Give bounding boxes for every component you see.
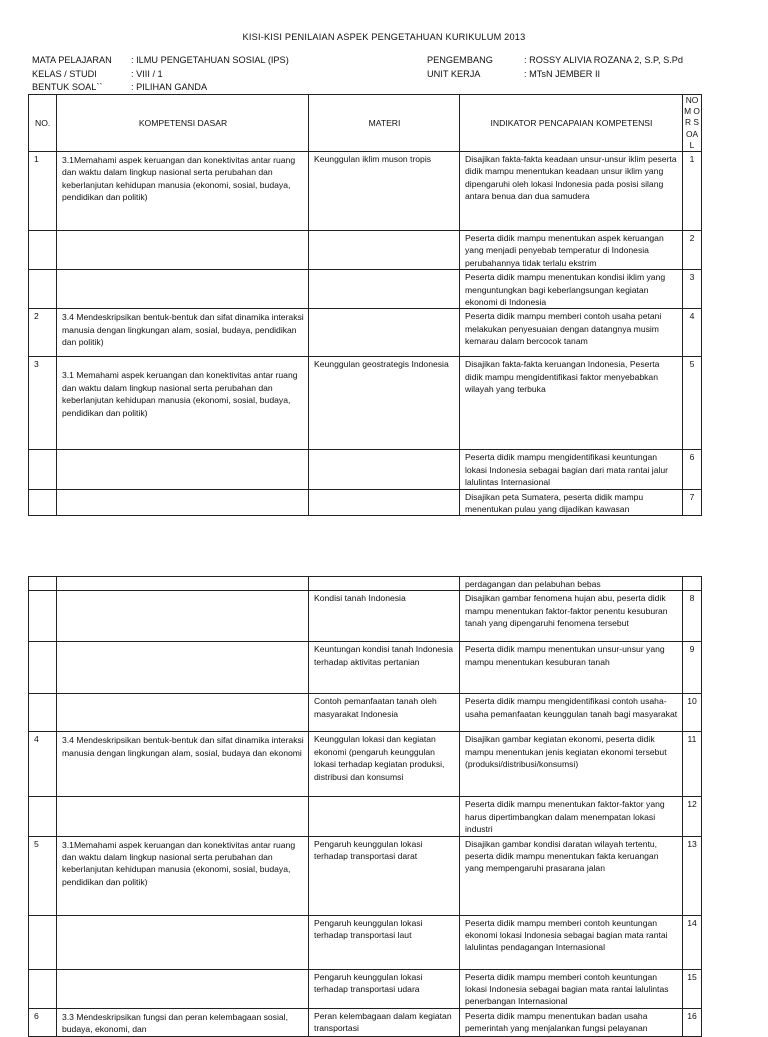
row-no-cell (29, 489, 57, 516)
header-nomor-soal: NOM OR SOA L (684, 95, 700, 150)
header-materi: MATERI (309, 95, 460, 152)
kompetensi-dasar-cell (57, 591, 309, 642)
indikator-cell: Peserta didik mampu menentukan aspek keruangan yang menjadi penyebab temperatur di Indonesia perubahannya tidak terlalu ekstrim (460, 231, 683, 270)
row-no-cell: 5 (29, 836, 57, 915)
materi-cell: Keunggulan geostrategis Indonesia (309, 357, 460, 450)
materi-cell (309, 231, 460, 270)
kompetensi-dasar-cell (57, 797, 309, 836)
row-no-cell: 1 (29, 152, 57, 231)
materi-cell (309, 577, 460, 591)
meta-value: : MTsN JEMBER II (524, 68, 601, 79)
nomor-soal-cell: 3 (683, 270, 702, 309)
indikator-cell: Disajikan peta Sumatera, peserta didik mampu menentukan pulau yang dijadikan kawasan (460, 489, 683, 516)
row-no-cell (29, 591, 57, 642)
indikator-cell: Peserta didik mampu menentukan kondisi iklim yang menguntungkan bagi keberlangsungan kegiatan ekonomi di Indonesia (460, 270, 683, 309)
materi-cell: Pengaruh keunggulan lokasi terhadap transportasi laut (309, 915, 460, 969)
row-no-cell: 4 (29, 732, 57, 797)
materi-cell (309, 309, 460, 357)
materi-cell: Keuntungan kondisi tanah Indonesia terhadap aktivitas pertanian (309, 642, 460, 694)
table-row (29, 591, 702, 642)
meta-row (32, 54, 289, 68)
table-row (29, 357, 702, 450)
table-row (29, 732, 702, 797)
materi-cell (309, 489, 460, 516)
materi-cell (309, 797, 460, 836)
header-indikator: INDIKATOR PENCAPAIAN KOMPETENSI (460, 95, 683, 152)
nomor-soal-cell: 6 (683, 450, 702, 489)
kompetensi-dasar-cell (57, 270, 309, 309)
indikator-cell: Disajikan fakta-fakta keadaan unsur-unsur iklim peserta didik mampu menentukan keadaan unsur iklim yang dipengaruhi oleh lokasi Indonesia pada posisi silang antara benua dan dua samudera (460, 152, 683, 231)
nomor-soal-cell: 2 (683, 231, 702, 270)
kompetensi-dasar-cell: 3.4 Mendeskripsikan bentuk-bentuk dan sifat dinamika interaksi manusia dengan lingkungan alam, sosial, budaya, pendidikan dan politik) (57, 309, 309, 357)
nomor-soal-cell: 1 (683, 152, 702, 231)
meta-label: PENGEMBANG (427, 55, 493, 65)
materi-cell: Peran kelembagaan dalam kegiatan transportasi (309, 1008, 460, 1036)
materi-cell: Keunggulan lokasi dan kegiatan ekonomi (pengaruh keunggulan lokasi terhadap kegiatan produksi, distribusi dan konsumsi (309, 732, 460, 797)
indikator-cell: Disajikan gambar fenomena hujan abu, peserta didik mampu menentukan faktor-faktor penentu kesuburan tanah yang dipengaruhi fenomena tersebut (460, 591, 683, 642)
grid-table-page-2 (28, 576, 702, 1037)
kompetensi-dasar-cell: 3.4 Mendeskripsikan bentuk-bentuk dan sifat dinamika interaksi manusia dengan lingkungan alam, sosial, budaya dan ekonomi (57, 732, 309, 797)
nomor-soal-cell: 9 (683, 642, 702, 694)
table-row (29, 694, 702, 732)
materi-cell: Contoh pemanfaatan tanah oleh masyarakat Indonesia (309, 694, 460, 732)
meta-row (427, 68, 683, 82)
meta-row (427, 54, 683, 68)
table-row (29, 309, 702, 357)
nomor-soal-cell: 5 (683, 357, 702, 450)
table-row (29, 450, 702, 489)
kompetensi-dasar-cell (57, 915, 309, 969)
meta-value: : PILIHAN GANDA (131, 82, 208, 92)
indikator-cell: Peserta didik mampu memberi contoh keuntungan ekonomi lokasi Indonesia sebagai bagian mata rantai lalulintas pendagangan Internasional (460, 915, 683, 969)
nomor-soal-cell: 11 (683, 732, 702, 797)
indikator-cell: perdagangan dan pelabuhan bebas (460, 577, 683, 591)
table-row (29, 1008, 702, 1036)
nomor-soal-cell: 13 (683, 836, 702, 915)
nomor-soal-cell (683, 577, 702, 591)
nomor-soal-cell: 8 (683, 591, 702, 642)
table-row (29, 270, 702, 309)
row-no-cell (29, 577, 57, 591)
row-no-cell (29, 642, 57, 694)
meta-row (32, 68, 289, 82)
indikator-cell: Disajikan fakta-fakta keruangan Indonesia, Peserta didik mampu mengidentifikasi faktor menyebabkan wilayah yang terbuka (460, 357, 683, 450)
table-row (29, 489, 702, 516)
kompetensi-dasar-cell (57, 231, 309, 270)
kompetensi-dasar-cell (57, 969, 309, 1008)
grid-table-page-1 (28, 94, 702, 516)
indikator-cell: Disajikan gambar kondisi daratan wilayah tertentu, peserta didik mampu menentukan fakta keruangan yang mempengaruhi prasarana jalan (460, 836, 683, 915)
row-no-cell (29, 969, 57, 1008)
kompetensi-dasar-cell (57, 489, 309, 516)
nomor-soal-cell: 14 (683, 915, 702, 969)
kompetensi-dasar-cell (57, 577, 309, 591)
materi-cell: Kondisi tanah Indonesia (309, 591, 460, 642)
indikator-cell: Peserta didik mampu menentukan faktor-faktor yang harus dipertimbangkan dalam menempatan lokasi industri (460, 797, 683, 836)
materi-cell: Keunggulan iklim muson tropis (309, 152, 460, 231)
kompetensi-dasar-cell (57, 450, 309, 489)
kompetensi-dasar-cell (57, 642, 309, 694)
row-no-cell: 2 (29, 309, 57, 357)
row-no-cell: 3 (29, 357, 57, 450)
materi-cell (309, 450, 460, 489)
table-row (29, 231, 702, 270)
indikator-cell: Peserta didik mampu mengidentifikasi keuntungan lokasi Indonesia sebagai bagian dari mata rantai jalur lalulintas Internasional (460, 450, 683, 489)
kompetensi-dasar-cell: 3.1 Memahami aspek keruangan dan konektivitas antar ruang dan waktu dalam lingkup nasional serta perubahan dan keberlanjutan kehidupan manusia (ekonomi, sosial, budaya, pendidikan dan politik) (57, 357, 309, 450)
meta-label: KELAS / STUDI (32, 68, 97, 79)
table-row (29, 915, 702, 969)
kompetensi-dasar-cell: 3.3 Mendeskripsikan fungsi dan peran kelembagaan sosial, budaya, ekonomi, dan (57, 1008, 309, 1036)
row-no-cell (29, 231, 57, 270)
table-row (29, 577, 702, 591)
meta-right-block (427, 54, 683, 81)
nomor-soal-cell: 10 (683, 694, 702, 732)
indikator-cell: Peserta didik mampu mengidentifikasi contoh usaha-usaha pemanfaatan keunggulan tanah bagi masyarakat (460, 694, 683, 732)
meta-value: : ILMU PENGETAHUAN SOSIAL (IPS) (131, 55, 289, 65)
kompetensi-dasar-cell: 3.1Memahami aspek keruangan dan konektivitas antar ruang dan waktu dalam lingkup nasional serta perubahan dan keberlanjutan kehidupan manusia (ekonomi, sosial, budaya, pendidikan dan politik) (57, 836, 309, 915)
kompetensi-dasar-cell (57, 694, 309, 732)
meta-label: MATA PELAJARAN (32, 55, 112, 65)
indikator-cell: Peserta didik mampu menentukan badan usaha pemerintah yang menjalankan fungsi pelayanan (460, 1008, 683, 1036)
table-row (29, 969, 702, 1008)
meta-row (32, 81, 289, 95)
row-no-cell (29, 270, 57, 309)
nomor-soal-cell: 15 (683, 969, 702, 1008)
header-kompetensi-dasar: KOMPETENSI DASAR (57, 95, 309, 152)
meta-value: : ROSSY ALIVIA ROZANA 2, S.P, S.Pd (524, 55, 683, 65)
row-no-cell (29, 797, 57, 836)
meta-left-block (32, 54, 289, 95)
meta-label: BENTUK SOAL`` (32, 82, 103, 92)
kompetensi-dasar-cell: 3.1Memahami aspek keruangan dan konektivitas antar ruang dan waktu dalam lingkup nasional serta perubahan dan keberlanjutan kehidupan manusia (ekonomi, sosial, budaya, pendidikan dan politik) (57, 152, 309, 231)
indikator-cell: Peserta didik mampu menentukan unsur-unsur yang mampu menentukan kesuburan tanah (460, 642, 683, 694)
nomor-soal-cell: 7 (683, 489, 702, 516)
indikator-cell: Peserta didik mampu memberi contoh usaha petani melakukan penyesuaian dengan datangnya musim kemarau dalam bercocok tanam (460, 309, 683, 357)
table-header-row (29, 95, 702, 152)
table-row (29, 642, 702, 694)
nomor-soal-cell: 12 (683, 797, 702, 836)
nomor-soal-cell: 4 (683, 309, 702, 357)
materi-cell: Pengaruh keunggulan lokasi terhadap transportasi darat (309, 836, 460, 915)
meta-label: UNIT KERJA (427, 68, 481, 79)
meta-value: : VIII / 1 (131, 68, 163, 79)
row-no-cell (29, 915, 57, 969)
row-no-cell (29, 450, 57, 489)
row-no-cell (29, 694, 57, 732)
table-row (29, 152, 702, 231)
table-row (29, 836, 702, 915)
header-no: NO. (29, 95, 57, 152)
materi-cell (309, 270, 460, 309)
table-row (29, 797, 702, 836)
row-no-cell: 6 (29, 1008, 57, 1036)
materi-cell: Pengaruh keunggulan lokasi terhadap transportasi udara (309, 969, 460, 1008)
indikator-cell: Disajikan gambar kegiatan ekonomi, peserta didik mampu menentukan jenis kegiatan ekonomi tersebut (produksi/distribusi/konsumsi) (460, 732, 683, 797)
nomor-soal-cell: 16 (683, 1008, 702, 1036)
document-title: KISI-KISI PENILAIAN ASPEK PENGETAHUAN KURIKULUM 2013 (242, 32, 526, 42)
indikator-cell: Peserta didik mampu memberi contoh keuntungan lokasi Indonesia sebagai bagian mata rantai lalulintas penerbangan Internasional (460, 969, 683, 1008)
